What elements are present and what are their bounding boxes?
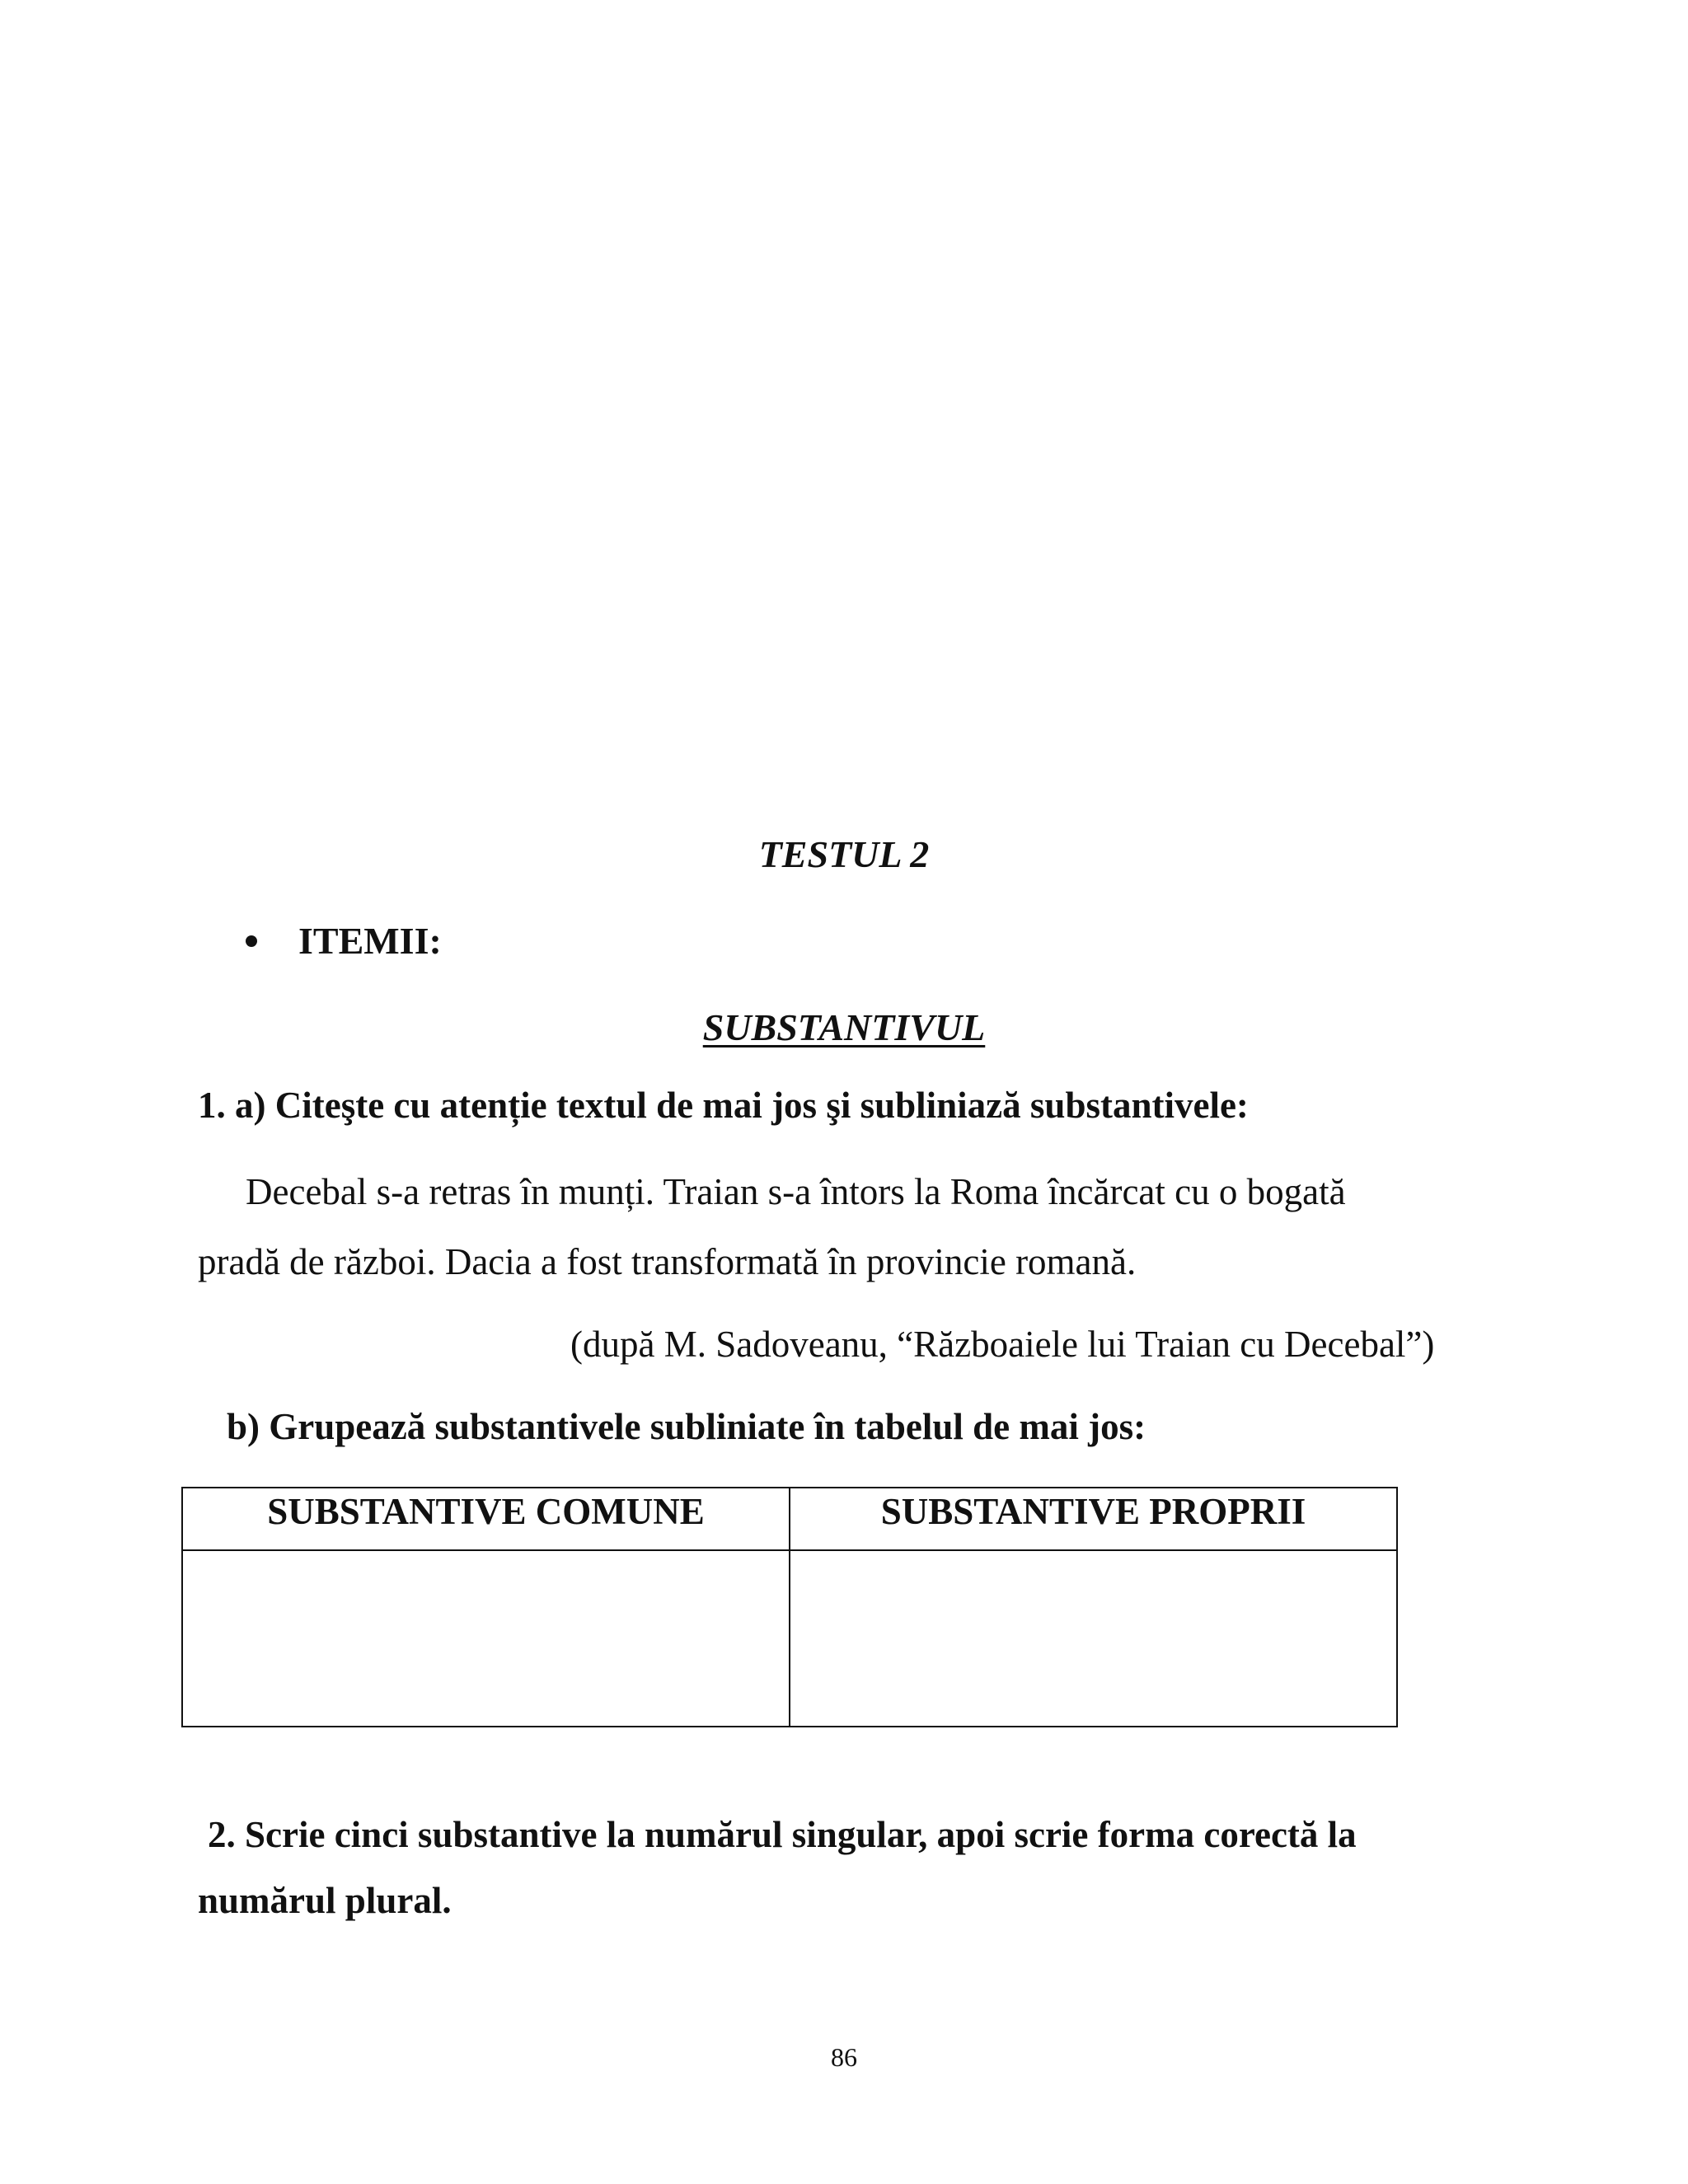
table-header-row	[182, 1488, 1397, 1550]
passage-source: (după M. Sadoveanu, “Războaiele lui Traian cu Decebal”)	[570, 1324, 1435, 1365]
question2-line-1: 2. Scrie cinci substantive la numărul singular, apoi scrie forma corectă la	[208, 1814, 1357, 1855]
bullet-icon	[246, 935, 257, 947]
test-title: TESTUL 2	[758, 833, 930, 875]
noun-grouping-table	[181, 1487, 1398, 1727]
question1-a-instruction: 1. a) Citeşte cu atenție textul de mai jos şi subliniază substantivele:	[198, 1085, 1249, 1126]
header-common-nouns: SUBSTANTIVE COMUNE	[182, 1488, 790, 1550]
section-title: SUBSTANTIVUL	[702, 1006, 986, 1048]
passage-line-2: pradă de război. Dacia a fost transformată în provincie romană.	[198, 1241, 1137, 1282]
page-number: 86	[831, 2042, 857, 2072]
items-heading-row	[246, 919, 442, 963]
proper-nouns-answer-cell[interactable]	[790, 1550, 1397, 1727]
table-answer-row	[182, 1550, 1397, 1727]
items-heading: ITEMII:	[298, 920, 442, 962]
passage-line-1: Decebal s-a retras în munți. Traian s-a întors la Roma încărcat cu o bogată	[246, 1171, 1346, 1212]
common-nouns-answer-cell[interactable]	[182, 1550, 790, 1727]
header-proper-nouns: SUBSTANTIVE PROPRII	[790, 1488, 1397, 1550]
question1-b-instruction: b) Grupează substantivele subliniate în tabelul de mai jos:	[227, 1406, 1146, 1447]
question2-line-2: numărul plural.	[198, 1880, 452, 1921]
